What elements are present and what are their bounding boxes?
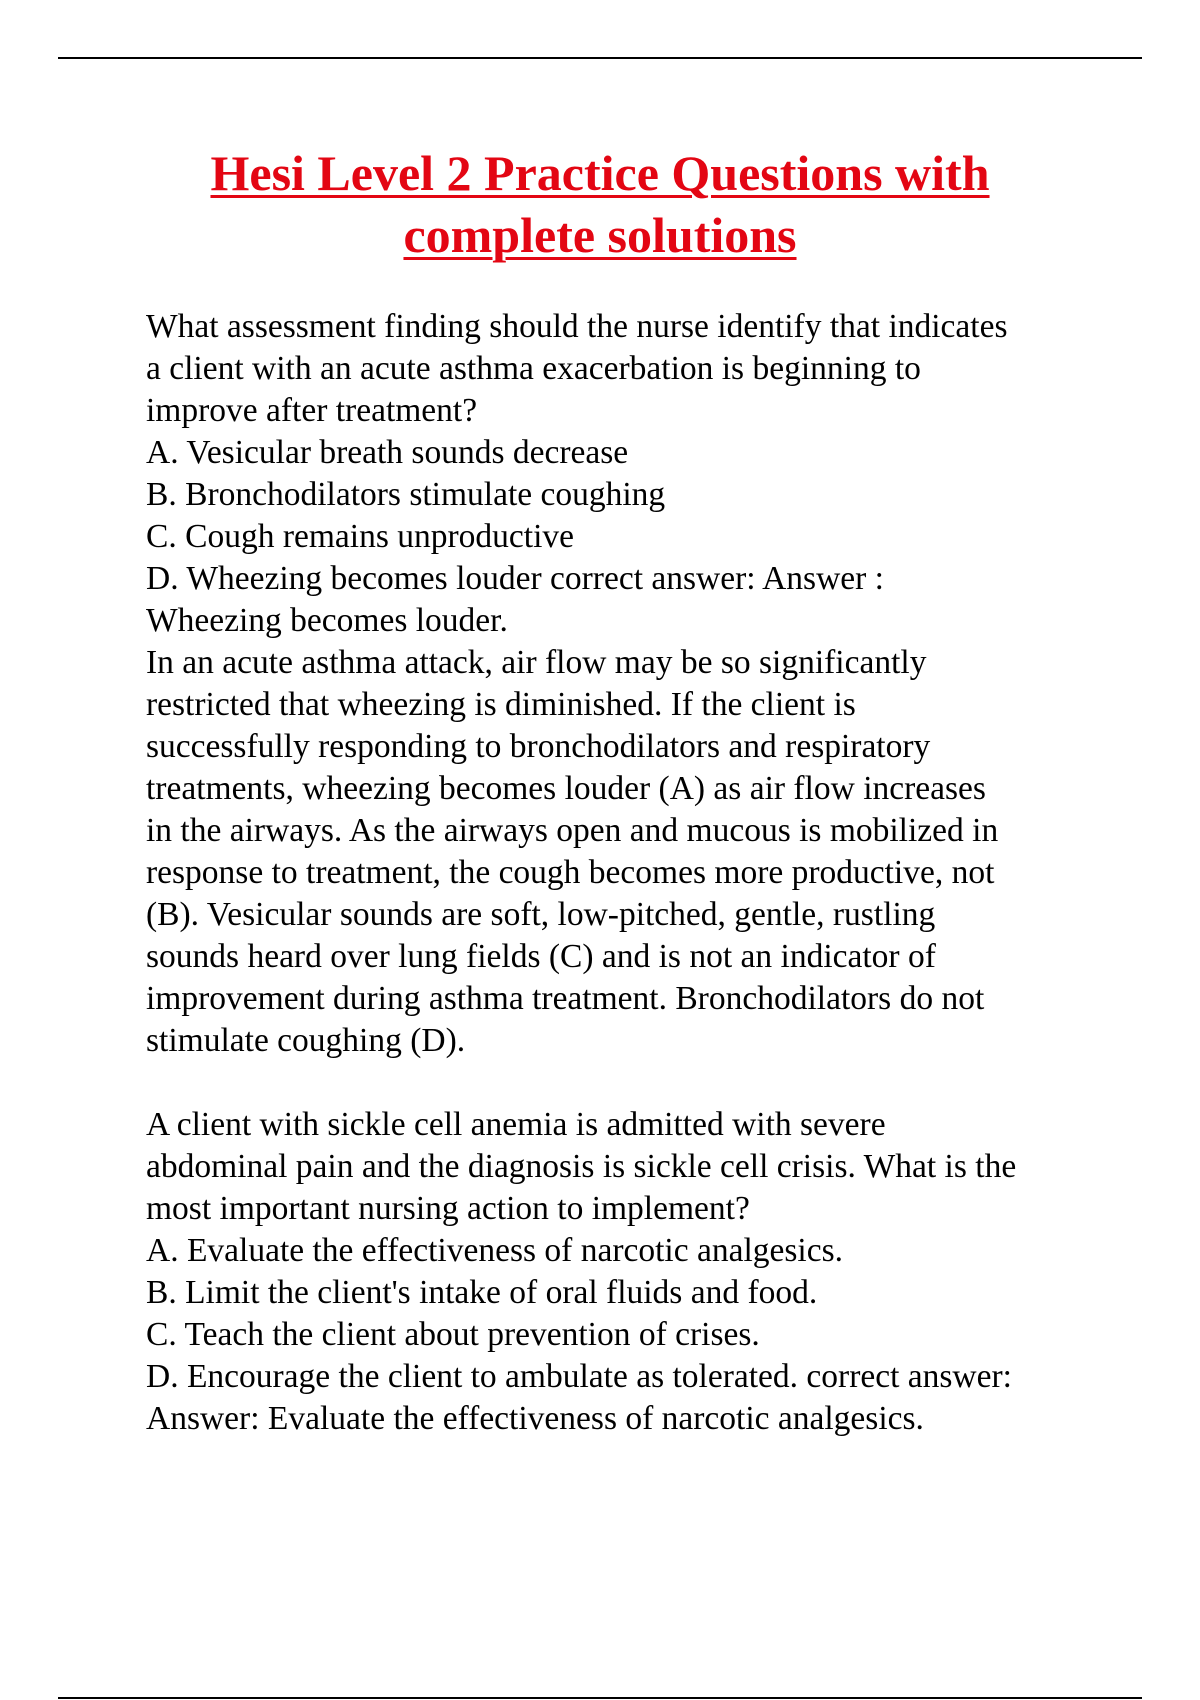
- answer-option-d: D. Encourage the client to ambulate as tolerated. correct answer:: [146, 1358, 1012, 1395]
- question-stem-line: A client with sickle cell anemia is admitted with severe: [146, 1106, 886, 1143]
- answer-option-c: C. Teach the client about prevention of crises.: [146, 1316, 760, 1353]
- page-title: [0, 142, 1200, 266]
- answer-option-c: C. Cough remains unproductive: [146, 518, 574, 555]
- document-body: [146, 306, 1146, 1440]
- question-stem-line: abdominal pain and the diagnosis is sickle cell crisis. What is the: [146, 1148, 1017, 1185]
- answer-option-d: D. Wheezing becomes louder correct answer: Answer :: [146, 560, 884, 597]
- question-stem-line: a client with an acute asthma exacerbation is beginning to: [146, 350, 921, 387]
- top-rule: [58, 57, 1142, 59]
- question-2: [146, 1104, 1146, 1440]
- correct-answer: Answer: Evaluate the effectiveness of narcotic analgesics.: [146, 1400, 924, 1437]
- title-line-2: complete solutions: [403, 207, 797, 263]
- rationale-line: improvement during asthma treatment. Bronchodilators do not: [146, 980, 985, 1017]
- rationale-line: response to treatment, the cough becomes more productive, not: [146, 854, 995, 891]
- rationale-line: in the airways. As the airways open and mucous is mobilized in: [146, 812, 999, 849]
- answer-option-b: B. Bronchodilators stimulate coughing: [146, 476, 666, 513]
- answer-option-a: A. Evaluate the effectiveness of narcotic analgesics.: [146, 1232, 843, 1269]
- correct-answer: Wheezing becomes louder.: [146, 602, 508, 639]
- answer-option-a: A. Vesicular breath sounds decrease: [146, 434, 629, 471]
- bottom-rule: [58, 1697, 1142, 1699]
- answer-option-b: B. Limit the client's intake of oral fluids and food.: [146, 1274, 818, 1311]
- rationale-line: In an acute asthma attack, air flow may be so significantly: [146, 644, 927, 681]
- rationale-line: stimulate coughing (D).: [146, 1022, 466, 1059]
- question-1: [146, 306, 1146, 1062]
- question-stem-line: most important nursing action to implement?: [146, 1190, 750, 1227]
- rationale-line: treatments, wheezing becomes louder (A) as air flow increases: [146, 770, 986, 807]
- rationale-line: (B). Vesicular sounds are soft, low-pitched, gentle, rustling: [146, 896, 936, 933]
- rationale-line: restricted that wheezing is diminished. If the client is: [146, 686, 856, 723]
- question-stem-line: improve after treatment?: [146, 392, 478, 429]
- question-stem-line: What assessment finding should the nurse identify that indicates: [146, 308, 1008, 345]
- rationale-line: sounds heard over lung fields (C) and is not an indicator of: [146, 938, 936, 975]
- rationale-line: successfully responding to bronchodilators and respiratory: [146, 728, 931, 765]
- paragraph-gap: [146, 1062, 1146, 1104]
- title-line-1: Hesi Level 2 Practice Questions with: [210, 145, 990, 201]
